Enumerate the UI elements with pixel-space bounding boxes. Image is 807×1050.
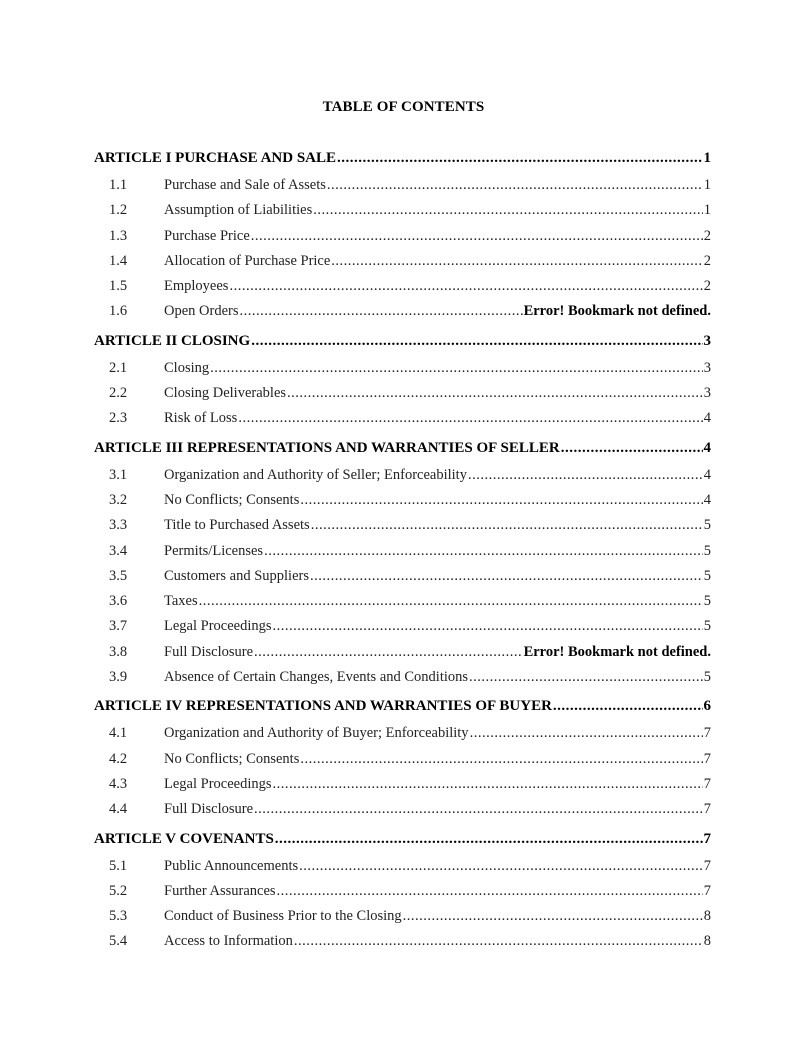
- dot-leader: [300, 492, 702, 509]
- page-number: 5: [703, 517, 711, 534]
- section-number: 3.7: [109, 618, 128, 635]
- toc-section-entry[interactable]: [94, 618, 711, 643]
- section-title: Full Disclosure: [164, 801, 254, 818]
- section-number: 1.2: [109, 202, 128, 219]
- dot-leader: [287, 385, 703, 402]
- section-number: 4.1: [109, 725, 128, 742]
- toc-section-entry[interactable]: [94, 751, 711, 776]
- page-number: 2: [703, 227, 711, 244]
- section-title: Allocation of Purchase Price: [164, 252, 331, 269]
- toc-section-entry[interactable]: [94, 644, 711, 669]
- toc-section-entry[interactable]: [94, 776, 711, 801]
- toc-section-entry[interactable]: [94, 467, 711, 492]
- page-number: 1: [703, 202, 711, 219]
- toc-section-entry[interactable]: [94, 543, 711, 568]
- dot-leader: [273, 618, 703, 635]
- dot-leader: [470, 725, 703, 742]
- dot-leader: [254, 801, 703, 818]
- page-number: 7: [703, 801, 711, 818]
- dot-leader: [299, 858, 703, 875]
- dot-leader: [310, 568, 703, 585]
- toc-section-entry[interactable]: [94, 858, 711, 883]
- section-number: 1.5: [109, 278, 128, 295]
- section-title: Assumption of Liabilities: [164, 202, 313, 219]
- dot-leader: [468, 467, 703, 484]
- dot-leader: [311, 517, 703, 534]
- toc-title: TABLE OF CONTENTS: [322, 99, 485, 115]
- section-number: 3.4: [109, 542, 128, 559]
- toc-article-entry[interactable]: [94, 698, 711, 725]
- page-number: 8: [703, 908, 711, 925]
- section-title: Customers and Suppliers: [164, 567, 309, 584]
- dot-leader: [553, 698, 703, 715]
- section-number: 3.5: [109, 567, 128, 584]
- section-title: No Conflicts; Consents: [164, 750, 300, 767]
- section-number: 3.2: [109, 491, 128, 508]
- toc-section-entry[interactable]: [94, 933, 711, 958]
- toc-section-entry[interactable]: [94, 517, 711, 542]
- section-title: Closing: [164, 359, 210, 376]
- section-number: 3.6: [109, 593, 128, 610]
- page-number: 8: [703, 933, 711, 950]
- section-number: 3.3: [109, 517, 128, 534]
- toc-section-entry[interactable]: [94, 303, 711, 328]
- dot-leader: [251, 333, 702, 350]
- section-title: Purchase and Sale of Assets: [164, 177, 326, 193]
- section-number: 3.8: [109, 643, 128, 660]
- dot-leader: [469, 669, 703, 686]
- article-title: ARTICLE IV REPRESENTATIONS AND WARRANTIES OF BUYER: [94, 698, 552, 715]
- section-title: Purchase Price: [164, 227, 250, 244]
- article-title: ARTICLE V COVENANTS: [94, 830, 274, 847]
- toc-article-entry[interactable]: [94, 150, 711, 177]
- page-number: 1: [703, 177, 711, 193]
- dot-leader: [251, 228, 703, 245]
- dot-leader: [313, 202, 703, 219]
- section-number: 4.4: [109, 801, 128, 818]
- section-number: 1.6: [109, 303, 128, 320]
- page-number: 1: [703, 150, 711, 166]
- toc-article-entry[interactable]: [94, 333, 711, 360]
- bookmark-error: Error! Bookmark not defined.: [523, 303, 711, 320]
- section-number: 2.1: [109, 359, 128, 376]
- section-title: Conduct of Business Prior to the Closing: [164, 908, 402, 925]
- dot-leader: [229, 278, 702, 295]
- section-title: Legal Proceedings: [164, 618, 272, 635]
- toc-section-entry[interactable]: [94, 883, 711, 908]
- section-number: 4.2: [109, 750, 128, 767]
- section-title: Organization and Authority of Buyer; Enforceability: [164, 725, 469, 742]
- toc-section-entry[interactable]: [94, 593, 711, 618]
- page-number: 5: [703, 593, 711, 610]
- article-title: ARTICLE II CLOSING: [94, 332, 251, 349]
- page-number: 4: [703, 466, 711, 483]
- page-number: 7: [703, 775, 711, 792]
- page-number: 5: [703, 542, 711, 559]
- article-title: ARTICLE III REPRESENTATIONS AND WARRANTIES OF SELLER: [94, 439, 560, 456]
- page-number: 5: [703, 618, 711, 635]
- dot-leader: [300, 751, 702, 768]
- toc-section-entry[interactable]: [94, 725, 711, 750]
- section-number: 5.1: [109, 857, 128, 874]
- section-title: Employees: [164, 278, 229, 295]
- section-title: Access to Information: [164, 933, 293, 950]
- dot-leader: [337, 150, 702, 167]
- toc-section-entry[interactable]: [94, 202, 711, 227]
- section-title: Full Disclosure: [164, 643, 254, 660]
- dot-leader: [331, 253, 702, 270]
- section-title: Legal Proceedings: [164, 775, 272, 792]
- section-title: Closing Deliverables: [164, 385, 287, 402]
- section-number: 1.4: [109, 252, 128, 269]
- page-number: 7: [703, 882, 711, 899]
- toc-section-entry[interactable]: [94, 669, 711, 694]
- table-of-contents: [94, 150, 711, 959]
- toc-section-entry[interactable]: [94, 360, 711, 385]
- page-number: 7: [703, 750, 711, 767]
- dot-leader: [273, 776, 703, 793]
- toc-section-entry[interactable]: [94, 568, 711, 593]
- page-number: 3: [703, 359, 711, 376]
- page-number: 7: [703, 725, 711, 742]
- page-number: 4: [703, 491, 711, 508]
- toc-section-entry[interactable]: [94, 492, 711, 517]
- toc-section-entry[interactable]: [94, 908, 711, 933]
- toc-section-entry[interactable]: [94, 228, 711, 253]
- section-title: Permits/Licenses: [164, 542, 264, 559]
- page-number: 4: [703, 410, 711, 427]
- dot-leader: [277, 883, 703, 900]
- dot-leader: [240, 303, 523, 320]
- section-title: No Conflicts; Consents: [164, 491, 300, 508]
- section-number: 3.1: [109, 466, 128, 483]
- toc-section-entry[interactable]: [94, 801, 711, 826]
- section-number: 2.2: [109, 385, 128, 402]
- dot-leader: [264, 543, 703, 560]
- page-number: 7: [703, 830, 711, 847]
- section-number: 5.4: [109, 933, 128, 950]
- dot-leader: [403, 908, 703, 925]
- section-number: 3.9: [109, 669, 128, 686]
- page-number: 5: [703, 567, 711, 584]
- section-title: Risk of Loss: [164, 410, 238, 427]
- dot-leader: [254, 644, 523, 661]
- page-number: 4: [703, 439, 711, 456]
- page-number: 2: [703, 252, 711, 269]
- dot-leader: [294, 933, 703, 950]
- page-number: 3: [703, 332, 711, 349]
- dot-leader: [275, 831, 703, 848]
- toc-article-entry[interactable]: [94, 440, 711, 467]
- page-number: 3: [703, 385, 711, 402]
- toc-section-entry[interactable]: [94, 253, 711, 278]
- section-number: 1.1: [109, 177, 128, 193]
- section-number: 1.3: [109, 227, 128, 244]
- toc-section-entry[interactable]: [94, 177, 711, 202]
- section-title: Taxes: [164, 593, 198, 610]
- dot-leader: [238, 410, 702, 427]
- section-number: 5.2: [109, 882, 128, 899]
- dot-leader: [199, 593, 703, 610]
- page-number: 6: [703, 698, 711, 715]
- section-title: Further Assurances: [164, 882, 276, 899]
- section-number: 4.3: [109, 775, 128, 792]
- section-title: Title to Purchased Assets: [164, 517, 310, 534]
- dot-leader: [327, 177, 703, 194]
- section-title: Open Orders: [164, 303, 239, 320]
- dot-leader: [210, 360, 703, 377]
- toc-section-entry[interactable]: [94, 278, 711, 303]
- toc-section-entry[interactable]: [94, 410, 711, 435]
- section-number: 5.3: [109, 908, 128, 925]
- bookmark-error: Error! Bookmark not defined.: [523, 643, 711, 660]
- section-title: Absence of Certain Changes, Events and Conditions: [164, 669, 469, 686]
- toc-article-entry[interactable]: [94, 831, 711, 858]
- section-title: Public Announcements: [164, 857, 299, 874]
- page-number: 5: [703, 669, 711, 686]
- page-number: 2: [703, 278, 711, 295]
- section-number: 2.3: [109, 410, 128, 427]
- dot-leader: [561, 440, 703, 457]
- section-title: Organization and Authority of Seller; Enforceability: [164, 466, 467, 483]
- article-title: ARTICLE I PURCHASE AND SALE: [94, 150, 337, 166]
- page-number: 7: [703, 857, 711, 874]
- toc-section-entry[interactable]: [94, 385, 711, 410]
